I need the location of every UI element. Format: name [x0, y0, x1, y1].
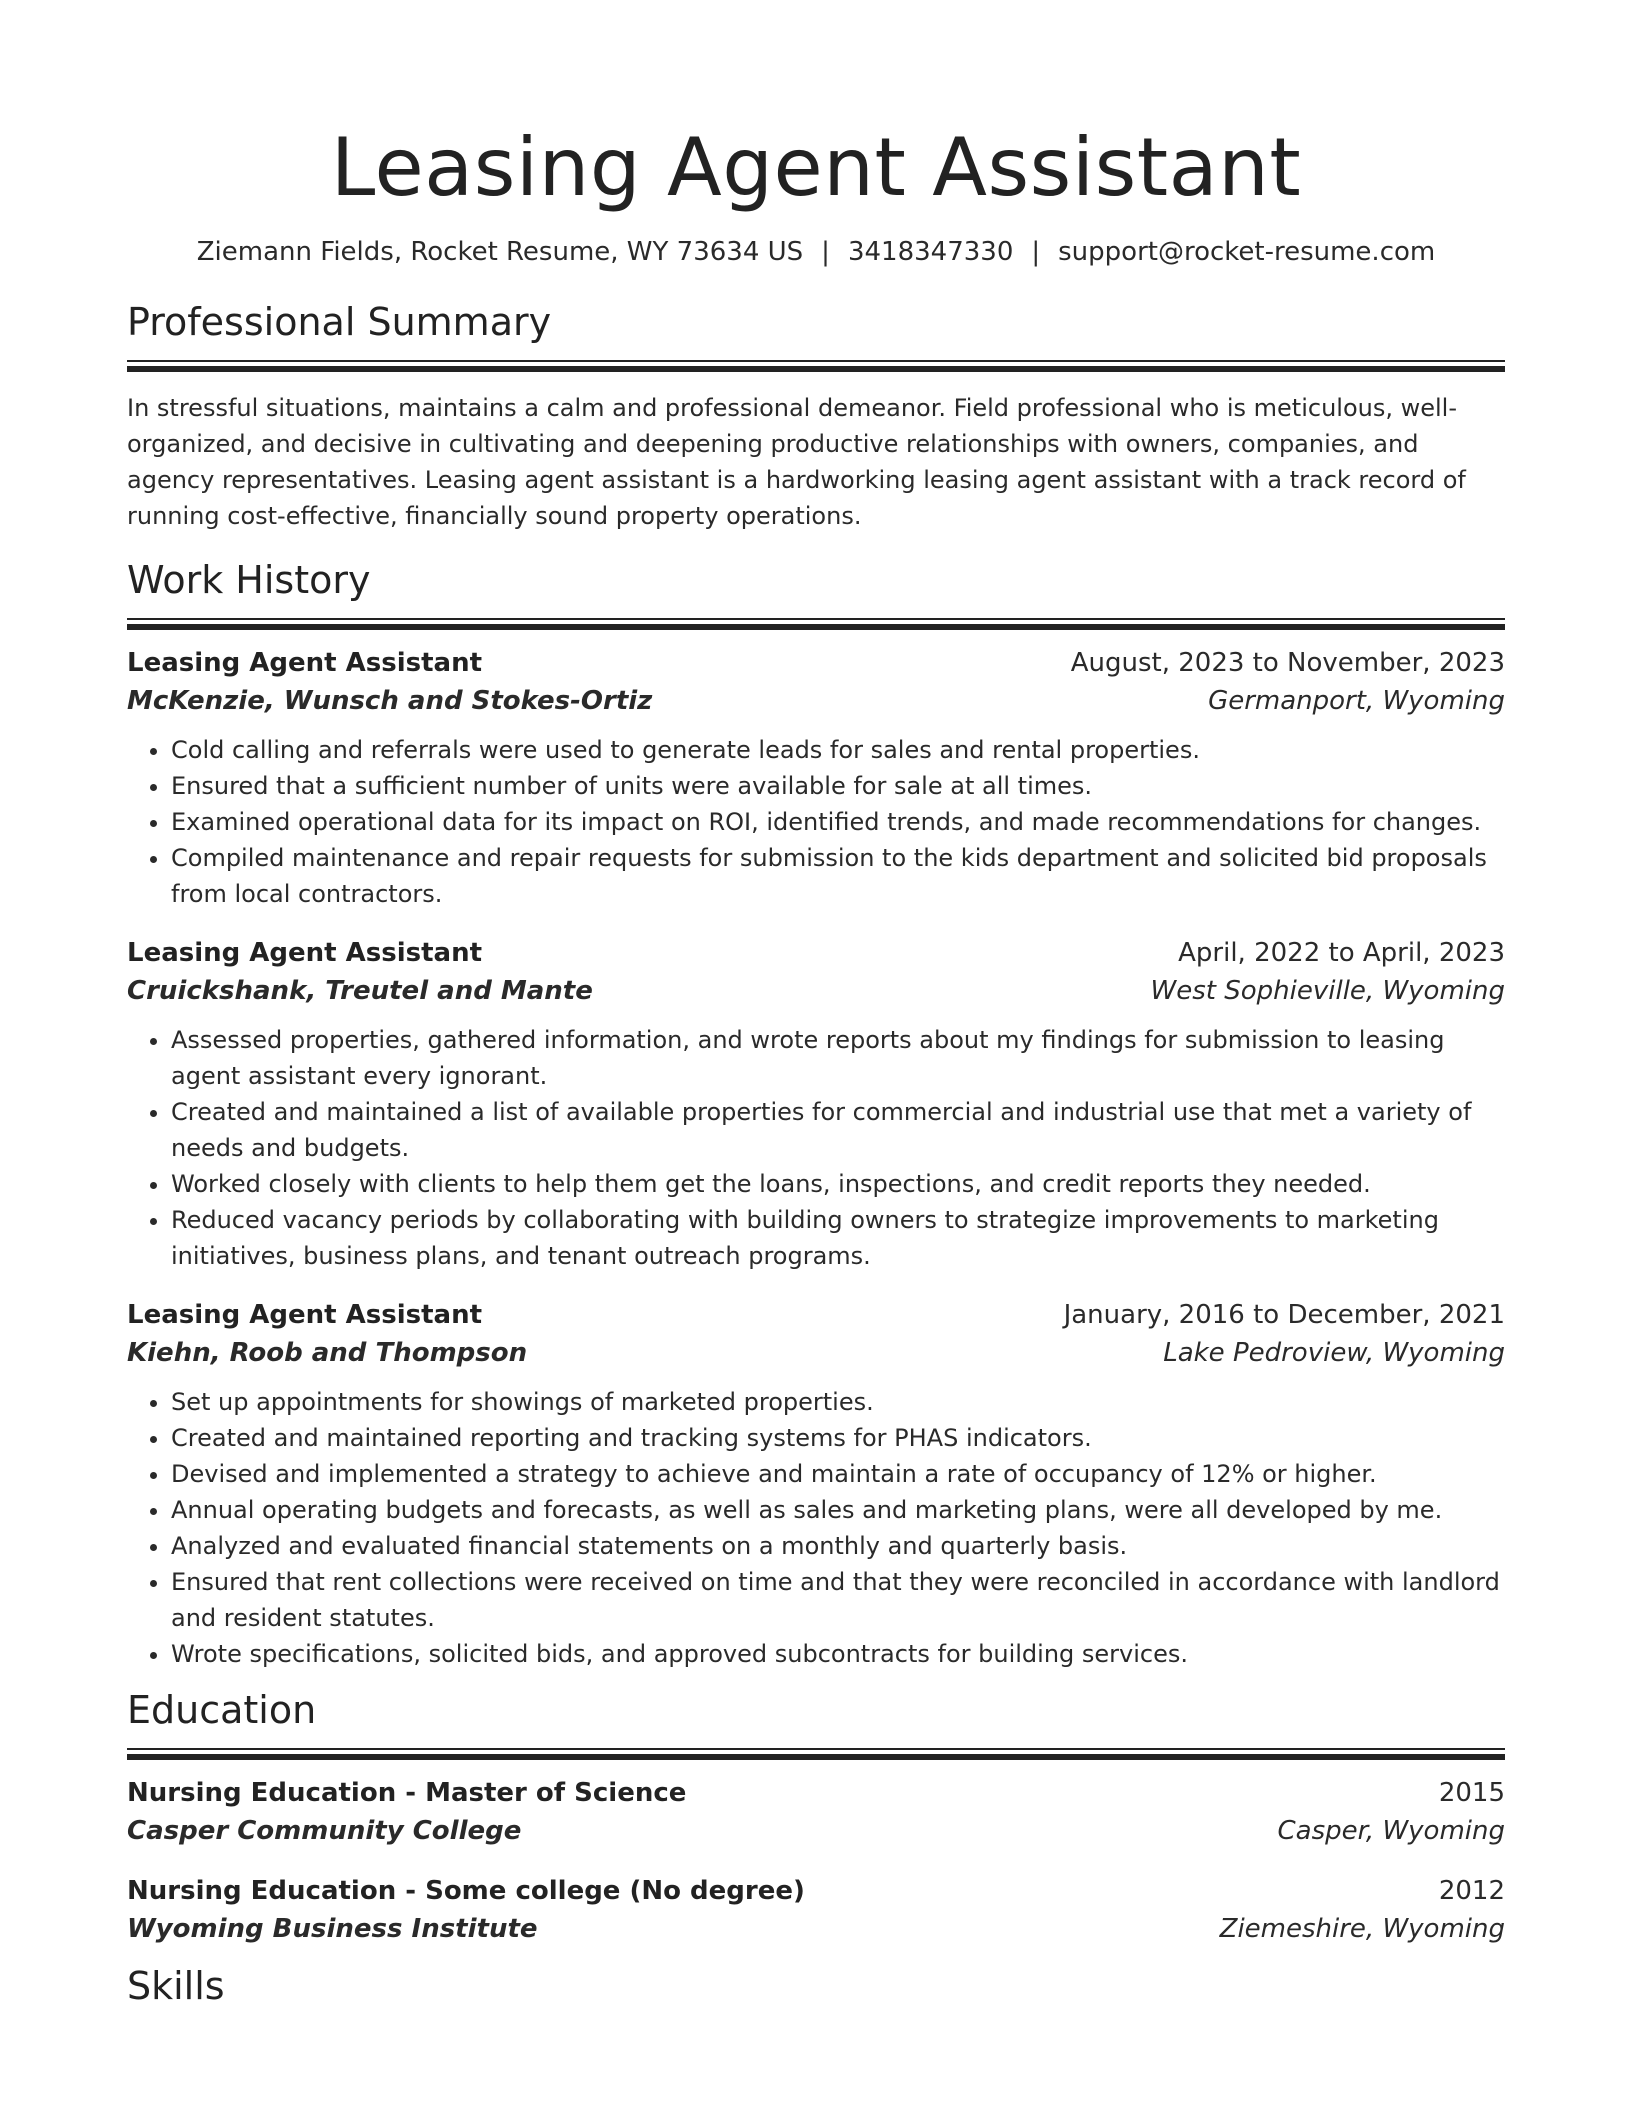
bullet-item: • Analyzed and evaluated financial statements on a monthly and quarterly basis. [171, 1528, 1505, 1564]
section-heading-summary: Professional Summary [127, 300, 552, 344]
education-degree: Nursing Education - Master of Science [127, 1778, 687, 1808]
contact-separator: | [1031, 237, 1041, 267]
education-entry [127, 1872, 1505, 1948]
job-location: Germanport, Wyoming [1208, 686, 1505, 716]
contact-address: Ziemann Fields, Rocket Resume, WY 73634 US [196, 237, 804, 267]
job-dates: August, 2023 to November, 2023 [1070, 648, 1505, 678]
job-title: Leasing Agent Assistant [127, 938, 483, 968]
bullet-item: • Reduced vacancy periods by collaborating with building owners to strategize improvements to marketing initiatives, business plans, and tenant outreach programs. [171, 1202, 1505, 1274]
bullet-item: • Annual operating budgets and forecasts, as well as sales and marketing plans, were all developed by me. [171, 1492, 1505, 1528]
education-school-row [127, 1910, 1505, 1948]
job-dates: January, 2016 to December, 2021 [1063, 1300, 1505, 1330]
education-header-row [127, 1774, 1505, 1812]
education-school-row [127, 1812, 1505, 1850]
education-section [127, 1686, 1505, 1948]
job-company-row [127, 682, 1505, 720]
job-entry [127, 934, 1505, 1274]
section-heading-work-history: Work History [127, 558, 371, 602]
section-divider [127, 618, 1505, 630]
bullet-item: • Set up appointments for showings of marketed properties. [171, 1384, 1505, 1420]
bullet-item: • Worked closely with clients to help them get the loans, inspections, and credit reports they needed. [171, 1166, 1505, 1202]
job-bullets [127, 732, 1505, 912]
contact-phone: 3418347330 [847, 237, 1014, 267]
job-location: Lake Pedroview, Wyoming [1163, 1338, 1505, 1368]
job-header-row [127, 1296, 1505, 1334]
job-title: Leasing Agent Assistant [127, 648, 483, 678]
work-history-section [127, 556, 1505, 1672]
education-year: 2015 [1438, 1778, 1505, 1808]
summary-section [127, 298, 1505, 534]
job-bullets [127, 1022, 1505, 1274]
job-title: Leasing Agent Assistant [127, 1300, 483, 1330]
job-header-row [127, 934, 1505, 972]
bullet-item: • Created and maintained a list of available properties for commercial and industrial use that met a variety of needs and budgets. [171, 1094, 1505, 1166]
bullet-item: • Ensured that rent collections were received on time and that they were reconciled in accordance with landlord and resident statutes. [171, 1564, 1505, 1636]
education-location: Casper, Wyoming [1277, 1816, 1505, 1846]
contact-separator: | [821, 237, 830, 267]
job-dates: April, 2022 to April, 2023 [1178, 938, 1505, 968]
job-location: West Sophieville, Wyoming [1150, 976, 1505, 1006]
resume-title: Leasing Agent Assistant [330, 121, 1302, 214]
job-entry [127, 1296, 1505, 1672]
bullet-item: • Cold calling and referrals were used to generate leads for sales and rental properties. [171, 732, 1505, 768]
education-school: Wyoming Business Institute [127, 1914, 538, 1944]
education-header-row [127, 1872, 1505, 1910]
contact-line [127, 234, 1505, 270]
contact-email[interactable]: support@rocket-resume.com [1058, 237, 1436, 267]
education-year: 2012 [1438, 1876, 1505, 1906]
section-heading-education: Education [127, 1688, 317, 1732]
bullet-item: • Created and maintained reporting and tracking systems for PHAS indicators. [171, 1420, 1505, 1456]
skills-section [127, 1962, 1505, 2010]
section-divider [127, 360, 1505, 372]
education-school: Casper Community College [127, 1816, 522, 1846]
job-header-row [127, 644, 1505, 682]
job-company-row [127, 1334, 1505, 1372]
job-company: McKenzie, Wunsch and Stokes-Ortiz [127, 686, 653, 716]
bullet-item: • Ensured that a sufficient number of units were available for sale at all times. [171, 768, 1505, 804]
section-heading-skills: Skills [127, 1964, 225, 2008]
job-bullets [127, 1384, 1505, 1672]
summary-text: In stressful situations, maintains a calm and professional demeanor. Field professional who is meticulous, well-organized, and decisive in cultivating and deepening productive relationships with owners, companies, and agency representatives. Leasing agent assistant is a hardworking leasing agent assistant with a track record of running cost-effective, financially sound property operations. [127, 394, 1466, 530]
job-entry [127, 644, 1505, 912]
bullet-item: • Assessed properties, gathered information, and wrote reports about my findings for submission to leasing agent assistant every ignorant. [171, 1022, 1505, 1094]
job-company: Cruickshank, Treutel and Mante [127, 976, 593, 1006]
job-company: Kiehn, Roob and Thompson [127, 1338, 528, 1368]
bullet-item: • Compiled maintenance and repair requests for submission to the kids department and solicited bid proposals from local contractors. [171, 840, 1505, 912]
education-degree: Nursing Education - Some college (No degree) [127, 1876, 805, 1906]
bullet-item: • Wrote specifications, solicited bids, and approved subcontracts for building services. [171, 1636, 1505, 1672]
education-entry [127, 1774, 1505, 1850]
bullet-item: • Devised and implemented a strategy to achieve and maintain a rate of occupancy of 12% or higher. [171, 1456, 1505, 1492]
bullet-item: • Examined operational data for its impact on ROI, identified trends, and made recommendations for changes. [171, 804, 1505, 840]
job-company-row [127, 972, 1505, 1010]
education-location: Ziemeshire, Wyoming [1219, 1914, 1505, 1944]
section-divider [127, 1748, 1505, 1760]
